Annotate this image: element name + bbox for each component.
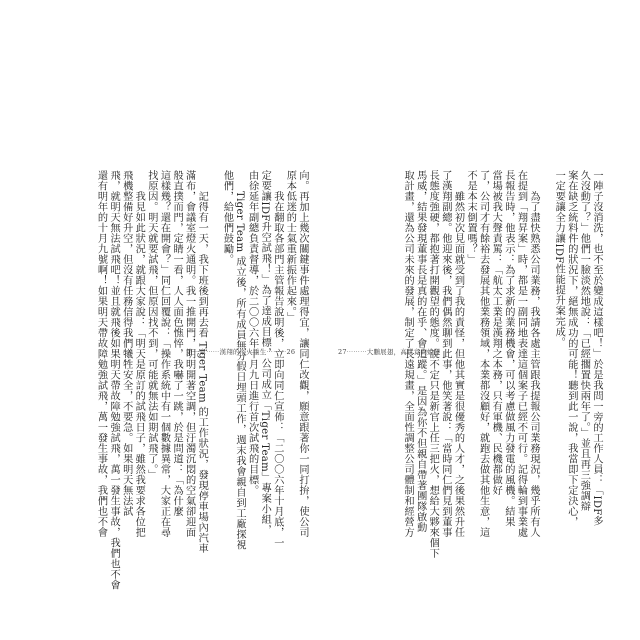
left-page-footer: 第一章⋯⋯漢翔的浴火重生⋯⋯⋯26 (186, 348, 296, 356)
text-column: 我見如此狀況，就跟大家說：「明天是原訂的試飛日子，雖然我要求各位把 (133, 170, 145, 538)
text-column: 飛，就明天無法試飛吧！並且就飛後如果明天帶故障勉強試飛，萬一發生事故，我們也不會 (108, 170, 120, 590)
text-column: 長態度強硬，都抱著打開觀望的態度。說不定只是新官上任三把火，想給大夥來個下 (427, 170, 439, 559)
text-column: 了，公司才有餘裕去發展其他業務領域，本業都沒顧好，就跑去做其他生意，這 (477, 170, 489, 538)
text-column: 般直撲而門，定睛一看，人人面色憔悴，我嚇了一跳，於是問道：「為什麼 (171, 170, 183, 517)
text-column: 案在缺乏統料件的狀況下，絕無成功的可能！聽到此一說，我當即下定決心， (565, 170, 577, 527)
text-column: 還有明年的十月九號啊！如果明天帶故障勉強試飛，萬一發生事故，我們也不會 (95, 170, 107, 538)
text-column: 原本低迷的士氣重新振作起來。」 (284, 170, 296, 323)
right-page-columns (401, 170, 603, 559)
text-column: 我在翻取各部門主管報告說明後，立即向同仁宣佈：「二〇〇六年十月底，一 (271, 170, 283, 548)
text-column: 滿布，會議室燈火通明。我一推開門，明明開著空調，但汙濁沉悶的空氣卻迎面 (183, 170, 195, 538)
text-column: 找原因。明天就要試飛，但原因找不到，可能就無法如期試飛了。」 (145, 170, 157, 480)
text-column: 馬威，結果發現董事長是真的在乎、會追蹤。」是因為你不但親自帶著團隊啟動 (414, 170, 426, 533)
text-column: 為了盡快熟悉公司業務，我請各處主管跟我提報公司業務現況，幾乎所有人 (528, 170, 540, 538)
right-page-footer: 27⋯⋯⋯大鵬展翅，高世竟的蛻變 (338, 348, 441, 356)
text-column: 記得有一天，我下班後到再去看 Tiger Team 的工作狀況，發現停車場內汽車 (196, 170, 208, 554)
text-column: 長報告時，他表示：為了求新的業務機會，可以考慮做風力發電的風機。結果 (502, 170, 514, 527)
text-column: 了漢翔副總。他迎來後，我們偶然聊到此事，他笑著說：「當時同仁們見到董事 (439, 170, 451, 538)
text-column: 一定要讓全力讓IDF性能提升案完成。 (553, 170, 565, 348)
text-column (207, 170, 220, 325)
text-column: 他們，給他們鼓勵。 (221, 170, 233, 265)
text-column: 飛機整備好升空，但沒有任務信得我們犧牲安全，不要急。如果明天無法試 (120, 170, 132, 517)
text-column: 向。再加上幾次關鍵事件處理得宜，讓同仁改觀，願意跟著你一同打拚，使公司 (297, 170, 308, 538)
text-column: 一陣子沒消洗，也不至於變成這樣吧！」於是我問一旁的工作人員：「IDF多 (591, 170, 602, 527)
text-column: 這樣幾？還在開會？」同仁回覆說：「操作系統中有一個數據異常，大家正在尋 (158, 170, 170, 538)
text-column: Tiger Team 成立後，所有成員無分假日埋頭工作，週末我會親自到工廠探視 (234, 170, 246, 551)
text-column: 當場被我大聲責罵：「航太工業是漢翔之本務，只有軍機、民機都做好 (490, 170, 502, 496)
text-column: 定要讓IDF升空試飛！」為了達成目標，公司成立「Tiger Team」專案小組， (259, 170, 271, 536)
text-column: 在提到「翔昇案」時，都是一副同地表達這個案子已經不可行。記得輪到事業處 (515, 170, 527, 538)
text-column (539, 170, 552, 325)
text-column: 雖然初次見面就受到了我的責怪，但他其實是很優秀的人才，之後果然升任 (452, 170, 464, 538)
text-column: 久沒動了？」他們一臉淡然地說：「已經擱置快兩年了。」並且再三強調辯 (578, 170, 590, 512)
text-column: 不是本末倒置嗎？」 (465, 170, 477, 265)
text-column: 由徐延年副總負責督導，於二〇〇六年十月九日進行首次試飛的目標。 (246, 170, 258, 496)
text-column: 取計畫，還為公司未來的發展，制定了長遠規畫，全面性調整公司體制和經營方 (402, 170, 414, 538)
